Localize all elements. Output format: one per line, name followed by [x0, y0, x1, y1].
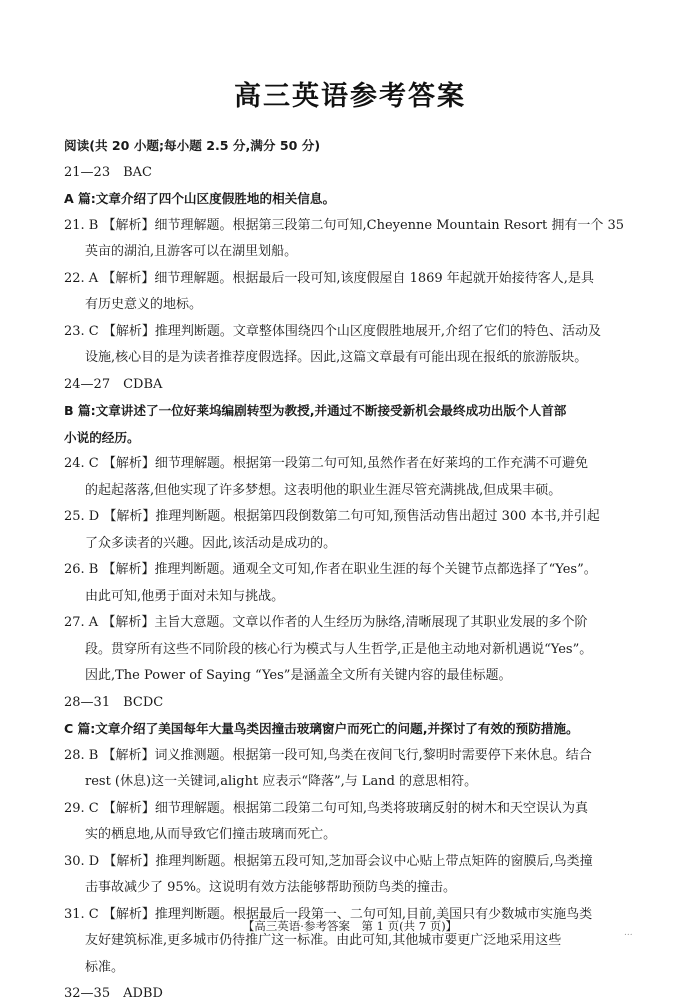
- answer-line: rest (休息)这一关键词,alight 应表示“降落”,与 Land 的意思相符。: [85, 774, 478, 789]
- answer-item: [64, 266, 644, 319]
- passage-heading: B 篇:文章讲述了一位好莱坞编剧转型为教授,并通过不断接受新机会最终成功出版个人首部: [64, 403, 567, 418]
- section-header: 阅读(共 20 小题;每小题 2.5 分,满分 50 分): [64, 138, 321, 153]
- answer-item: [64, 743, 644, 796]
- answer-line: 设施,核心目的是为读者推荐度假选择。因此,这篇文章最有可能出现在报纸的旅游版块。: [85, 350, 588, 365]
- answer-line: 22. A 【解析】细节理解题。根据最后一段可知,该度假屋自 1869 年起就开始接待客人,是具: [64, 270, 594, 286]
- answer-line: 30. D 【解析】推理判断题。根据第五段可知,芝加哥会议中心贴上带点矩阵的窗膜后,鸟类撞: [64, 853, 593, 869]
- answer-item: [64, 902, 644, 982]
- answer-range: 21—23 BAC: [64, 164, 152, 180]
- answer-line: 23. C 【解析】推理判断题。文章整体围绕四个山区度假胜地展开,介绍了它们的特色、活动及: [64, 323, 602, 339]
- page-title: 高三英语参考答案: [234, 81, 466, 112]
- answer-line: 了众多读者的兴趣。因此,该活动是成功的。: [85, 535, 337, 551]
- answer-line: 英亩的湖泊,且游客可以在湖里划船。: [85, 244, 298, 259]
- answer-item: [64, 796, 644, 849]
- answer-item: [64, 610, 644, 690]
- answer-item: [64, 849, 644, 902]
- answer-line: 28. B 【解析】词义推测题。根据第一段可知,鸟类在夜间飞行,黎明时需要停下来休息。结合: [64, 747, 592, 763]
- answer-line: 因此,The Power of Saying “Yes”是涵盖全文所有关键内容的最佳标题。: [85, 668, 512, 683]
- answer-range: 32—35 ADBD: [64, 986, 163, 1001]
- footer-mark: ...: [624, 928, 633, 938]
- answer-line: 由此可知,他勇于面对未知与挑战。: [85, 588, 285, 604]
- answer-range: 24—27 CDBA: [64, 376, 163, 392]
- answer-line: 21. B 【解析】细节理解题。根据第三段第二句可知,Cheyenne Mountain Resort 拥有一个 35: [64, 217, 624, 233]
- answer-item: [64, 319, 644, 372]
- answer-line: 有历史意义的地标。: [85, 297, 203, 312]
- answer-line: 实的栖息地,从而导致它们撞击玻璃而死亡。: [85, 827, 337, 842]
- answer-item: [64, 504, 644, 557]
- answer-item: [64, 451, 644, 504]
- answer-line: 26. B 【解析】推理判断题。通观全文可知,作者在职业生涯的每个关键节点都选择了“Yes”。: [64, 562, 597, 577]
- answer-range: 28—31 BCDC: [64, 694, 164, 710]
- answer-line: 24. C 【解析】细节理解题。根据第一段第二句可知,虽然作者在好莱坞的工作充满不可避免: [64, 456, 589, 471]
- answer-line: 31. C 【解析】推理判断题。根据最后一段第一、二句可知,目前,美国只有少数城市实施鸟类: [64, 906, 593, 922]
- page-footer: 【高三英语·参考答案 第 1 页(共 7 页)】: [242, 919, 458, 933]
- passage-heading: C 篇:文章介绍了美国每年大量鸟类因撞击玻璃窗户而死亡的问题,并探讨了有效的预防措施。: [64, 721, 579, 736]
- answer-line: 段。贯穿所有这些不同阶段的核心行为模式与人生哲学,正是他主动地对新机遇说“Yes”。: [85, 641, 593, 657]
- answer-line: 标准。: [85, 959, 125, 975]
- answer-line: 的起起落落,但他实现了许多梦想。这表明他的职业生涯尽管充满挑战,但成果丰硕。: [85, 482, 562, 498]
- answer-line: 友好建筑标准,更多城市仍待推广这一标准。由此可知,其他城市要更广泛地采用这些: [85, 933, 562, 948]
- answer-line: 25. D 【解析】推理判断题。根据第四段倒数第二句可知,预售活动售出超过 300 本书,并引起: [64, 509, 600, 524]
- passage-heading: A 篇:文章介绍了四个山区度假胜地的相关信息。: [64, 191, 336, 206]
- answer-content: [64, 133, 644, 1008]
- answer-line: 29. C 【解析】细节理解题。根据第二段第二句可知,鸟类将玻璃反射的树木和天空误认为真: [64, 800, 589, 816]
- answer-item: [64, 557, 644, 610]
- answer-line: 击事故减少了 95%。这说明有效方法能够帮助预防鸟类的撞击。: [85, 880, 457, 895]
- passage-heading: 小说的经历。: [64, 429, 140, 445]
- answer-line: 27. A 【解析】主旨大意题。文章以作者的人生经历为脉络,清晰展现了其职业发展的多个阶: [64, 615, 588, 630]
- answer-item: [64, 213, 644, 266]
